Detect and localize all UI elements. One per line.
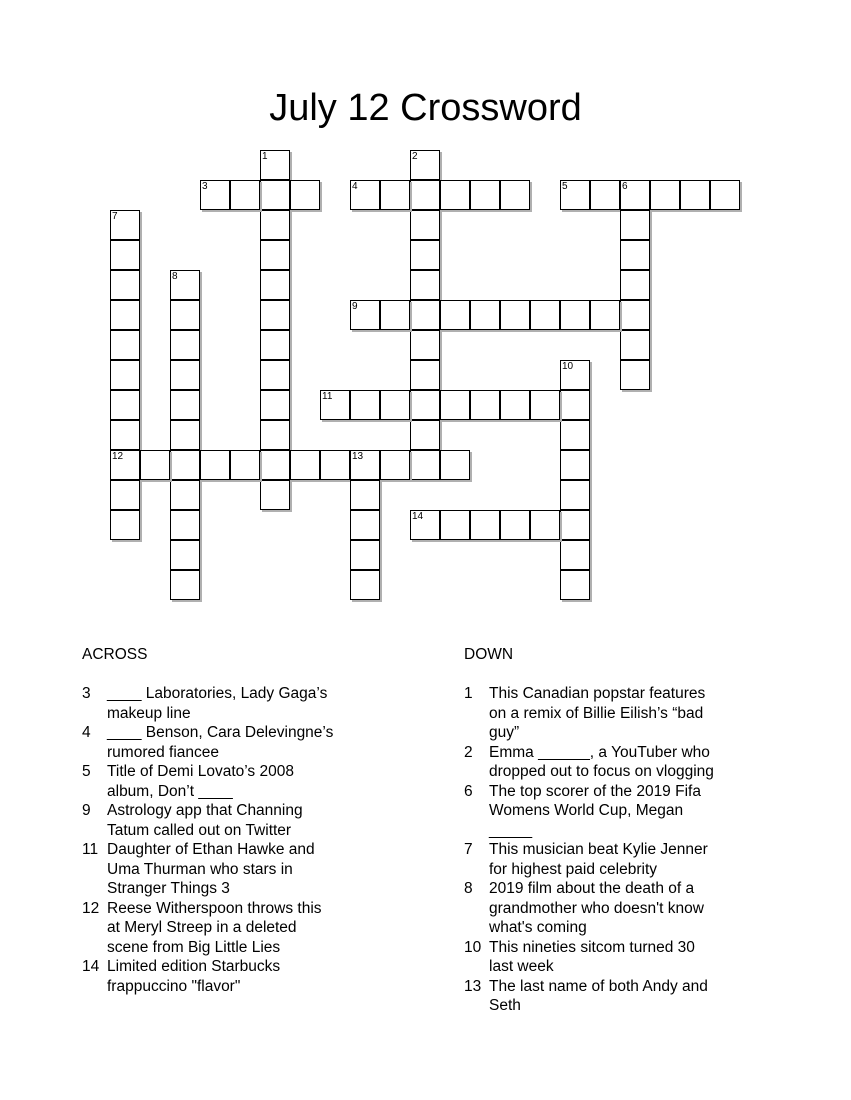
across-clue: [82, 899, 382, 958]
clue-number: 13: [464, 977, 482, 995]
cell-number: 4: [352, 181, 358, 192]
grid-cell[interactable]: [500, 180, 530, 210]
grid-cell[interactable]: [170, 270, 200, 300]
clue-text: ____ Benson, Cara Delevingne’s rumored fiancee: [107, 724, 334, 761]
grid-cell[interactable]: [260, 450, 290, 480]
grid-cell[interactable]: [110, 390, 140, 420]
grid-cell[interactable]: [470, 390, 500, 420]
grid-cell[interactable]: [560, 360, 590, 390]
grid-cell[interactable]: [260, 330, 290, 360]
cell-number: 12: [112, 451, 124, 462]
grid-cell[interactable]: [590, 180, 620, 210]
down-clue: [464, 977, 764, 1016]
cell-number: 11: [322, 391, 333, 402]
grid-cell[interactable]: [320, 450, 350, 480]
cell-number: 14: [412, 511, 424, 522]
grid-cell[interactable]: [200, 180, 230, 210]
grid-cell[interactable]: [200, 450, 230, 480]
grid-cell[interactable]: [380, 180, 410, 210]
grid-cell[interactable]: [350, 480, 380, 510]
grid-cell[interactable]: [560, 300, 590, 330]
grid-cell[interactable]: [560, 420, 590, 450]
down-clue-list: [464, 684, 764, 1016]
across-clue: [82, 762, 382, 801]
grid-cell[interactable]: [410, 210, 440, 240]
grid-cell[interactable]: [560, 570, 590, 600]
clue-text: This musician beat Kylie Jenner for highest paid celebrity: [489, 841, 708, 878]
across-clue-list: [82, 684, 382, 996]
grid-cell[interactable]: [620, 270, 650, 300]
grid-cell[interactable]: [560, 480, 590, 510]
clue-text: Reese Witherspoon throws this at Meryl Streep in a deleted scene from Big Little Lies: [107, 899, 322, 956]
grid-cell[interactable]: [560, 510, 590, 540]
grid-cell[interactable]: [110, 450, 140, 480]
grid-cell[interactable]: [470, 510, 500, 540]
grid-cell[interactable]: [260, 210, 290, 240]
grid-cell[interactable]: [260, 390, 290, 420]
grid-cell[interactable]: [470, 300, 500, 330]
down-clue: [464, 938, 764, 977]
grid-cell[interactable]: [410, 360, 440, 390]
clue-number: 2: [464, 743, 473, 761]
down-clue: [464, 684, 764, 743]
grid-cell[interactable]: [380, 300, 410, 330]
grid-cell[interactable]: [620, 180, 650, 210]
clue-number: 6: [464, 782, 473, 800]
grid-cell[interactable]: [530, 300, 560, 330]
grid-cell[interactable]: [110, 240, 140, 270]
clue-number: 9: [82, 802, 91, 819]
grid-cell[interactable]: [440, 450, 470, 480]
grid-cell[interactable]: [410, 270, 440, 300]
grid-cell[interactable]: [170, 570, 200, 600]
grid-cell[interactable]: [110, 210, 140, 240]
grid-cell[interactable]: [110, 360, 140, 390]
down-clue: [464, 840, 764, 879]
cell-number: 5: [562, 181, 568, 192]
grid-cell[interactable]: [170, 540, 200, 570]
grid-cell[interactable]: [260, 150, 290, 180]
grid-cell[interactable]: [290, 180, 320, 210]
clue-number: 14: [82, 958, 100, 975]
grid-cell[interactable]: [230, 450, 260, 480]
grid-cell[interactable]: [170, 420, 200, 450]
grid-cell[interactable]: [590, 300, 620, 330]
grid-cell[interactable]: [170, 450, 200, 480]
clue-number: 11: [82, 841, 99, 858]
grid-cell[interactable]: [170, 360, 200, 390]
across-heading: ACROSS: [82, 646, 148, 663]
grid-cell[interactable]: [410, 450, 440, 480]
grid-cell[interactable]: [320, 390, 350, 420]
grid-cell[interactable]: [620, 240, 650, 270]
down-heading: DOWN: [464, 646, 514, 663]
across-clue: [82, 801, 382, 840]
clue-text: ____ Laboratories, Lady Gaga’s makeup line: [107, 685, 328, 722]
clue-text: Limited edition Starbucks frappuccino "flavor": [107, 958, 281, 995]
grid-cell[interactable]: [410, 150, 440, 180]
grid-cell[interactable]: [410, 180, 440, 210]
grid-cell[interactable]: [560, 450, 590, 480]
clue-text: The last name of both Andy and Seth: [489, 977, 708, 1014]
grid-cell[interactable]: [620, 360, 650, 390]
grid-cell[interactable]: [170, 510, 200, 540]
cell-number: 13: [352, 451, 364, 462]
grid-cell[interactable]: [500, 390, 530, 420]
grid-cell[interactable]: [680, 180, 710, 210]
clue-number: 7: [464, 841, 473, 858]
across-clue: [82, 840, 382, 899]
clue-text: Daughter of Ethan Hawke and Uma Thurman who stars in Stranger Things 3: [107, 841, 315, 897]
grid-cell[interactable]: [440, 390, 470, 420]
clue-number: 4: [82, 724, 91, 741]
grid-cell[interactable]: [500, 300, 530, 330]
grid-cell[interactable]: [350, 540, 380, 570]
grid-cell[interactable]: [440, 180, 470, 210]
grid-cell[interactable]: [260, 240, 290, 270]
grid-cell[interactable]: [380, 450, 410, 480]
grid-cell[interactable]: [230, 180, 260, 210]
across-clue: [82, 723, 382, 762]
down-clues-section: [464, 645, 764, 1016]
grid-cell[interactable]: [110, 510, 140, 540]
clue-text: This Canadian popstar features on a remix of Billie Eilish’s “bad guy”: [489, 685, 706, 741]
grid-cell[interactable]: [440, 300, 470, 330]
clue-text: Emma ______, a YouTuber who dropped out to focus on vlogging: [489, 743, 714, 780]
down-clue: [464, 879, 764, 938]
down-clue: [464, 782, 764, 841]
grid-cell[interactable]: [620, 210, 650, 240]
cell-number: 8: [172, 271, 178, 282]
clue-number: 8: [464, 880, 473, 897]
grid-cell[interactable]: [260, 300, 290, 330]
grid-cell[interactable]: [560, 180, 590, 210]
down-clue: [464, 743, 764, 782]
clue-text: Title of Demi Lovato’s 2008 album, Don’t ____: [107, 763, 294, 800]
grid-cell[interactable]: [350, 390, 380, 420]
grid-cell[interactable]: [260, 270, 290, 300]
grid-cell[interactable]: [500, 510, 530, 540]
clue-text: Astrology app that Channing Tatum called out on Twitter: [107, 802, 303, 839]
grid-cell[interactable]: [410, 300, 440, 330]
grid-cell[interactable]: [650, 180, 680, 210]
grid-cell[interactable]: [170, 390, 200, 420]
grid-cell[interactable]: [110, 330, 140, 360]
grid-cell[interactable]: [560, 540, 590, 570]
grid-cell[interactable]: [410, 510, 440, 540]
page-title: July 12 Crossword: [269, 87, 582, 130]
grid-cell[interactable]: [440, 510, 470, 540]
clue-number: 10: [464, 938, 482, 956]
grid-cell[interactable]: [170, 330, 200, 360]
grid-cell[interactable]: [260, 360, 290, 390]
clue-number: 1: [464, 685, 473, 702]
grid-cell[interactable]: [410, 330, 440, 360]
grid-cell[interactable]: [350, 510, 380, 540]
grid-cell[interactable]: [260, 480, 290, 510]
cell-number: 10: [562, 361, 574, 372]
grid-cell[interactable]: [710, 180, 740, 210]
cell-number: 2: [412, 151, 418, 162]
clue-text: The top scorer of the 2019 Fifa Womens World Cup, Megan _____: [489, 782, 701, 839]
across-clues-section: [82, 645, 382, 996]
cell-number: 1: [262, 151, 268, 162]
grid-cell[interactable]: [620, 330, 650, 360]
grid-cell[interactable]: [410, 240, 440, 270]
clue-number: 5: [82, 763, 91, 780]
grid-cell[interactable]: [620, 300, 650, 330]
grid-cell[interactable]: [140, 450, 170, 480]
grid-cell[interactable]: [530, 510, 560, 540]
clue-number: 3: [82, 685, 91, 702]
cell-number: 3: [202, 181, 208, 192]
cell-number: 6: [622, 181, 628, 192]
grid-cell[interactable]: [350, 570, 380, 600]
grid-cell[interactable]: [350, 300, 380, 330]
grid-cell[interactable]: [350, 450, 380, 480]
clue-number: 12: [82, 899, 100, 917]
grid-cell[interactable]: [380, 390, 410, 420]
clue-text: 2019 film about the death of a grandmother who doesn't know what's coming: [489, 880, 704, 936]
grid-cell[interactable]: [170, 300, 200, 330]
grid-cell[interactable]: [110, 270, 140, 300]
grid-cell[interactable]: [170, 480, 200, 510]
grid-cell[interactable]: [350, 180, 380, 210]
grid-cell[interactable]: [260, 420, 290, 450]
grid-cell[interactable]: [410, 390, 440, 420]
cell-number: 9: [352, 301, 358, 312]
grid-cell[interactable]: [260, 180, 290, 210]
grid-cell[interactable]: [470, 180, 500, 210]
grid-cell[interactable]: [560, 390, 590, 420]
grid-cell[interactable]: [110, 480, 140, 510]
across-clue: [82, 684, 382, 723]
across-clue: [82, 957, 382, 996]
cell-number: 7: [112, 211, 118, 222]
grid-cell[interactable]: [530, 390, 560, 420]
clue-text: This nineties sitcom turned 30 last week: [489, 938, 695, 975]
grid-cell[interactable]: [410, 420, 440, 450]
grid-cell[interactable]: [110, 420, 140, 450]
grid-cell[interactable]: [110, 300, 140, 330]
grid-cell[interactable]: [290, 450, 320, 480]
